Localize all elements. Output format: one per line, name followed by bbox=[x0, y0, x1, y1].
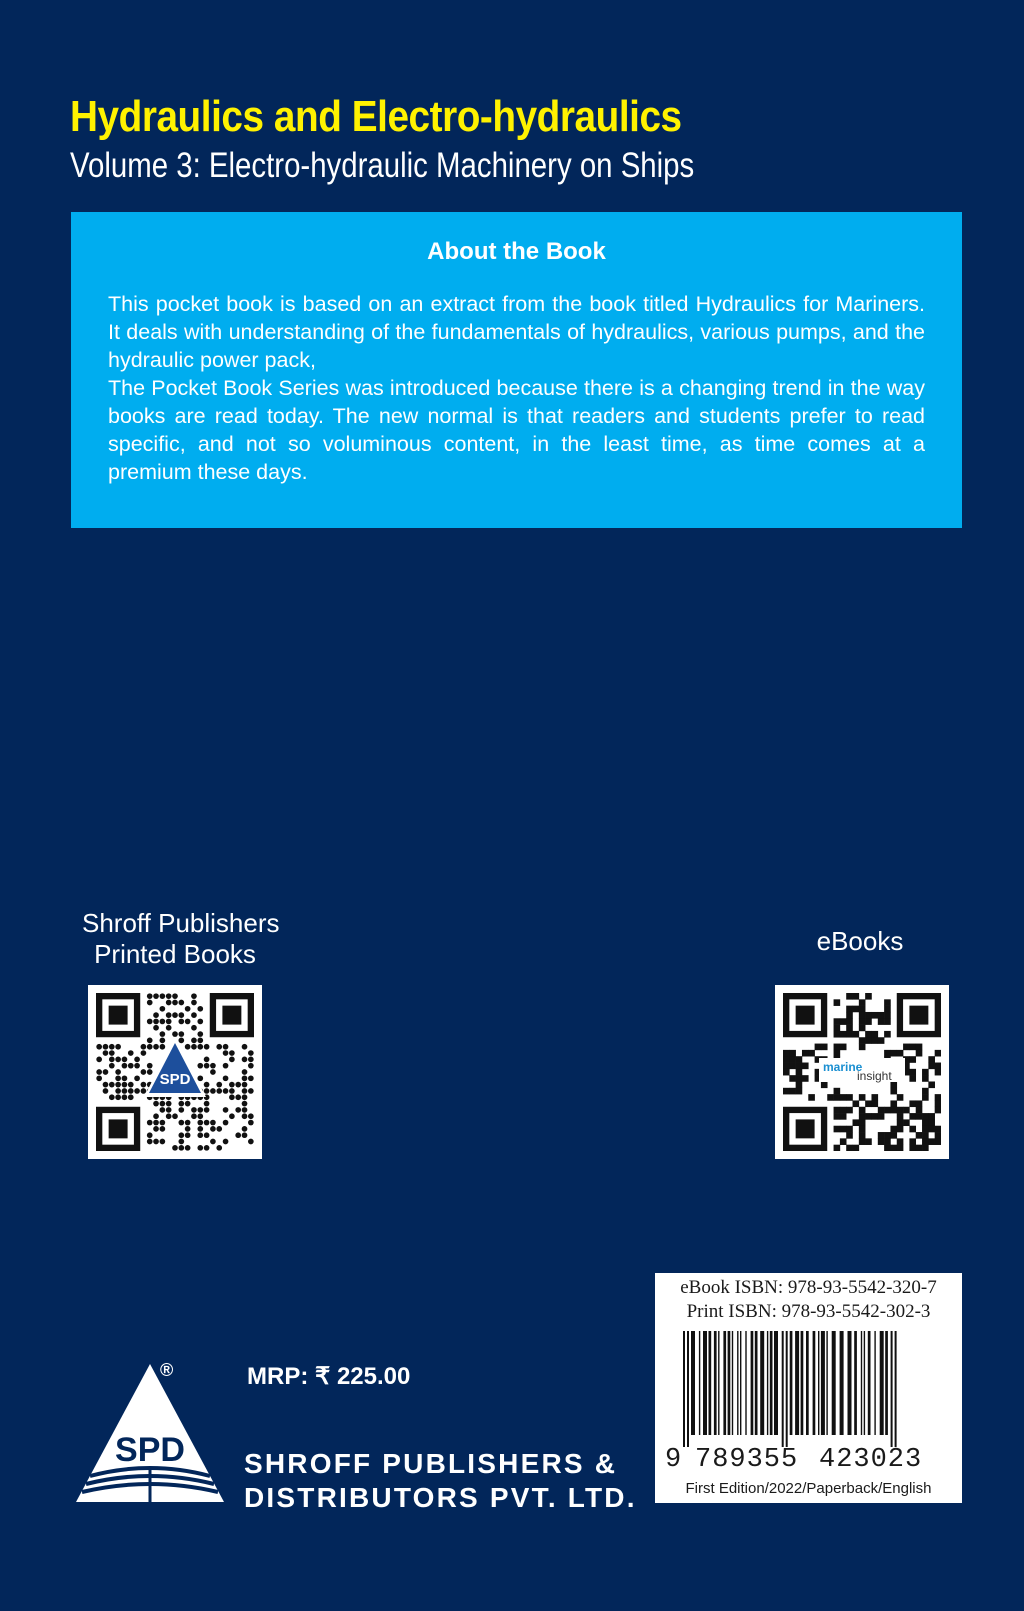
spd-publisher-logo-icon bbox=[72, 1360, 232, 1506]
ean-left-group: 789355 bbox=[695, 1445, 799, 1475]
printed-books-qr-label bbox=[82, 908, 280, 970]
svg-text:SPD: SPD bbox=[159, 1071, 191, 1088]
svg-text:®: ® bbox=[160, 1360, 174, 1380]
print-isbn: Print ISBN: 978-93-5542-302-3 bbox=[686, 1301, 931, 1322]
ebook-isbn: eBook ISBN: 978-93-5542-320-7 bbox=[680, 1277, 937, 1298]
about-paragraph-1: This pocket book is based on an extract from the book titled Hydraulics for Mariners. It deals with understanding of the fundamentals of hydraulics, various pumps, and the hydraulic power pack, bbox=[108, 292, 925, 372]
book-title: Hydraulics and Electro-hydraulics bbox=[70, 92, 682, 141]
marine-insight-logo-icon bbox=[775, 985, 949, 1159]
ebooks-qr-code[interactable] bbox=[775, 985, 949, 1159]
ean-lead-digit: 9 bbox=[665, 1445, 682, 1475]
about-heading: About the Book bbox=[427, 238, 606, 265]
barcode-panel bbox=[655, 1273, 962, 1503]
isbn-barcode-icon bbox=[683, 1331, 933, 1447]
svg-text:insight: insight bbox=[857, 1069, 892, 1083]
ean-right-group: 423023 bbox=[819, 1445, 923, 1475]
price-label bbox=[247, 1362, 410, 1391]
publisher-name-line1: SHROFF PUBLISHERS & bbox=[244, 1448, 618, 1479]
publisher-name-line2: DISTRIBUTORS PVT. LTD. bbox=[244, 1482, 637, 1513]
about-the-book-box bbox=[71, 212, 962, 528]
edition-info: First Edition/2022/Paperback/English bbox=[685, 1480, 932, 1497]
book-subtitle: Volume 3: Electro-hydraulic Machinery on Ships bbox=[70, 146, 695, 185]
printed-qr-label-line2: Printed Books bbox=[94, 939, 256, 969]
ebooks-qr-label: eBooks bbox=[816, 926, 904, 956]
svg-text:SPD: SPD bbox=[115, 1431, 185, 1469]
spd-qr-logo-icon bbox=[88, 985, 262, 1159]
svg-text:marine: marine bbox=[823, 1060, 863, 1074]
about-paragraph-2: The Pocket Book Series was introduced because there is a changing trend in the way books are read today. The new normal is that readers and students prefer to read specific, and not so voluminous content, in the least time, as time comes at a premium these days. bbox=[108, 376, 925, 484]
mrp-value: ₹ 225.00 bbox=[315, 1363, 411, 1390]
printed-books-qr-code[interactable] bbox=[88, 985, 262, 1159]
publisher-name bbox=[244, 1447, 637, 1515]
printed-qr-label-line1: Shroff Publishers bbox=[82, 908, 280, 938]
mrp-label: MRP: bbox=[247, 1363, 309, 1390]
